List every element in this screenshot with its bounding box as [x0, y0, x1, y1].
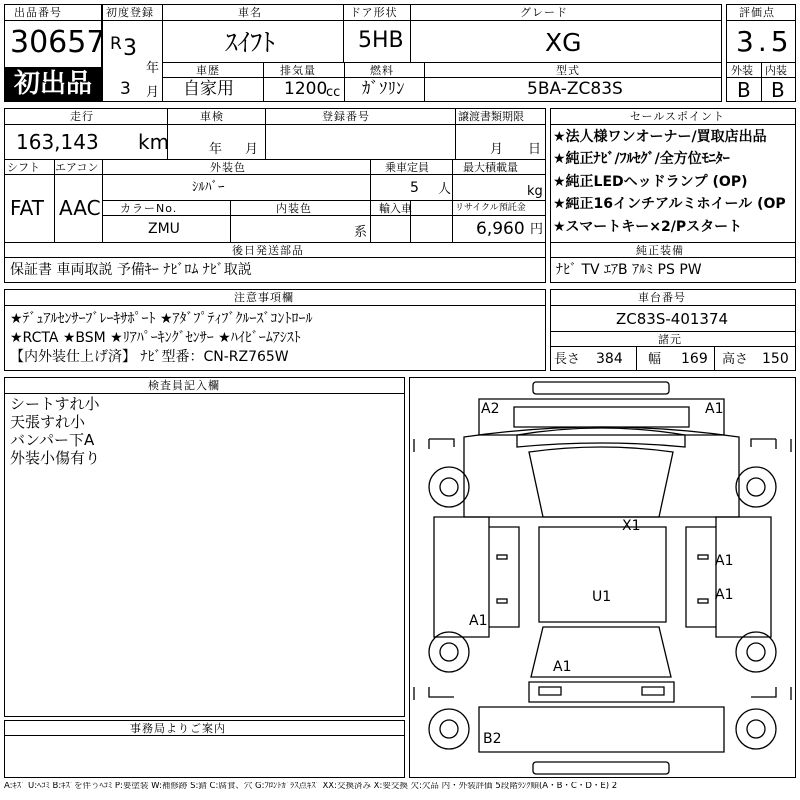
grade-value: XG — [545, 28, 582, 57]
reg-era: R — [110, 34, 122, 54]
transfer-label: 譲渡書類期限 — [458, 110, 524, 123]
grade-label: グレード — [520, 6, 568, 19]
office-label: 事務局よりご案内 — [130, 722, 226, 735]
mileage-label: 走行 — [70, 110, 94, 123]
dims-label: 諸元 — [658, 333, 682, 346]
damage-legend: A:ｷｽﾞ U:ﾍｺﾐ B:ｷｽﾞを伴うﾍｺﾐ P:要塗装 W:補修跡 S:錆 C:腐食、穴 G:ﾌﾛﾝﾄｶﾞﾗｽ点ｷｽﾞ XX:交換済み X:要交換 欠:欠品 内・外装評価 5段階ﾗﾝｸ順(A・B・C・D・E) 2 — [4, 782, 618, 791]
aircon-value: AAC — [59, 196, 101, 220]
sales-point-2: ★純正ﾅﾋﾞ/ﾌﾙｾｸﾞ/全方位ﾓﾆﾀｰ — [553, 151, 730, 167]
height-value: 150 — [762, 351, 789, 367]
first-listing-badge: 初出品 — [5, 67, 101, 101]
exterior-color-label: 外装色 — [210, 161, 246, 174]
equipment-value: ﾅﾋﾞ TV ｴｱB ｱﾙﾐ PS PW — [556, 262, 702, 278]
interior-color-label: 内装色 — [276, 202, 312, 215]
score-value: 3.5 — [736, 25, 793, 58]
mark-u1: U1 — [592, 589, 612, 605]
reg-label: 初度登録 — [106, 6, 154, 19]
reg-year: 3 — [123, 36, 137, 61]
mileage-unit: km — [138, 130, 170, 154]
color-no-label: カラーNo. — [120, 202, 178, 215]
shift-value: FAT — [10, 196, 45, 220]
capacity-label: 乗車定員 — [385, 161, 429, 174]
chassis-value: ZC83S-401374 — [616, 310, 729, 328]
inspector-note-4: 外装小傷有り — [10, 449, 101, 467]
inspector-label: 検査員記入欄 — [148, 379, 220, 392]
inspection-label: 車検 — [200, 110, 224, 123]
model-value: 5BA-ZC83S — [527, 79, 623, 99]
inspector-note-1: シートすれ小 — [10, 395, 100, 413]
capacity-unit: 人 — [438, 182, 452, 197]
length-value: 384 — [596, 351, 623, 367]
sales-point-5: ★スマートキー×2/Pスタート — [553, 219, 743, 235]
year-unit: 年 — [146, 61, 160, 76]
caution-label: 注意事項欄 — [234, 291, 294, 304]
mark-a1-front: A1 — [705, 401, 724, 417]
mark-a2: A2 — [481, 401, 500, 417]
transfer-month-unit: 月 — [490, 142, 504, 157]
door-label: ドア形状 — [350, 6, 398, 19]
max-load-unit: kg — [527, 184, 543, 199]
sales-point-3: ★純正LEDヘッドランプ (OP) — [553, 174, 748, 190]
exterior-color-value: ｼﾙﾊﾞｰ — [192, 180, 225, 195]
later-parts-value: 保証書 車両取説 予備ｷｰ ﾅﾋﾞﾛﾑ ﾅﾋﾞ取説 — [10, 262, 252, 278]
aircon-label: エアコン — [55, 161, 99, 174]
mileage-value: 163,143 — [16, 130, 99, 154]
car-damage-diagram — [409, 377, 796, 778]
transfer-day-unit: 日 — [528, 142, 542, 157]
mark-a1-left: A1 — [469, 613, 488, 629]
caution-line-3: 【内外装仕上げ済】 ﾅﾋﾞ型番：CN-RZ765W — [10, 349, 289, 365]
height-label: 高さ — [722, 352, 749, 367]
inspector-note-2: 天張すれ小 — [10, 413, 86, 431]
mark-x1: X1 — [622, 518, 641, 534]
model-label: 型式 — [556, 64, 580, 77]
length-label: 長さ — [554, 352, 581, 367]
car-name: ｽｲﾌﾄ — [225, 28, 276, 57]
inspector-note-3: バンパー下A — [10, 431, 95, 449]
import-label: 輸入車 — [379, 202, 412, 215]
sales-point-1: ★法人様ワンオーナー/買取店出品 — [553, 129, 767, 145]
reg-month: 3 — [120, 79, 131, 99]
mark-a1-rear: A1 — [553, 659, 572, 675]
inspection-year-unit: 年 — [209, 142, 223, 157]
exterior-label: 外装 — [731, 64, 753, 77]
month-unit: 月 — [146, 85, 160, 100]
exterior-grade: B — [737, 78, 751, 102]
color-no-value: ZMU — [148, 221, 180, 237]
fuel-label: 燃料 — [370, 64, 394, 77]
max-load-label: 最大積載量 — [463, 161, 518, 174]
lot-number: 30657 — [10, 25, 106, 60]
fuel-value: ｶﾞｿﾘﾝ — [362, 79, 405, 99]
later-parts-label: 後日発送部品 — [232, 244, 304, 257]
displacement-label: 排気量 — [280, 64, 316, 77]
width-value: 169 — [681, 351, 708, 367]
interior-label: 内装 — [765, 64, 787, 77]
caution-line-2: ★RCTA ★BSM ★ﾘｱﾊﾟｰｷﾝｸﾞｾﾝｻｰ ★ﾊｲﾋﾞｰﾑｱｼｽﾄ — [10, 330, 301, 346]
chassis-label: 車台番号 — [638, 291, 686, 304]
interior-color-unit: 系 — [354, 225, 368, 240]
history-label: 車歴 — [196, 64, 220, 77]
lot-label: 出品番号 — [14, 6, 62, 19]
mark-a1-right-1: A1 — [715, 553, 734, 569]
score-label: 評価点 — [739, 6, 775, 19]
equipment-label: 純正装備 — [636, 244, 684, 257]
mark-a1-right-2: A1 — [715, 587, 734, 603]
inspection-month-unit: 月 — [245, 142, 259, 157]
recycle-label: リサイクル預託金 — [455, 203, 526, 213]
recycle-unit: 円 — [530, 222, 544, 237]
caution-line-1: ★ﾃﾞｭｱﾙｾﾝｻｰﾌﾞﾚｰｷｻﾎﾟｰﾄ ★ｱﾀﾞﾌﾟﾃｨﾌﾞｸﾙｰｽﾞｺﾝﾄﾛｰﾙ — [10, 311, 313, 327]
interior-grade: B — [771, 78, 785, 102]
displacement-value: 1200 — [284, 79, 328, 99]
regnum-label: 登録番号 — [322, 110, 370, 123]
car-name-label: 車名 — [238, 6, 262, 19]
sales-point-4: ★純正16インチアルミホイール (OP — [553, 197, 786, 211]
history-value: 自家用 — [183, 79, 234, 99]
shift-label: シフト — [7, 161, 40, 174]
sales-points-label: セールスポイント — [630, 110, 726, 123]
capacity-value: 5 — [410, 180, 419, 196]
displacement-unit: cc — [326, 85, 341, 100]
width-label: 幅 — [648, 352, 662, 367]
recycle-value: 6,960 — [476, 219, 525, 239]
mark-b2: B2 — [483, 731, 502, 747]
door-value: 5HB — [358, 28, 404, 53]
